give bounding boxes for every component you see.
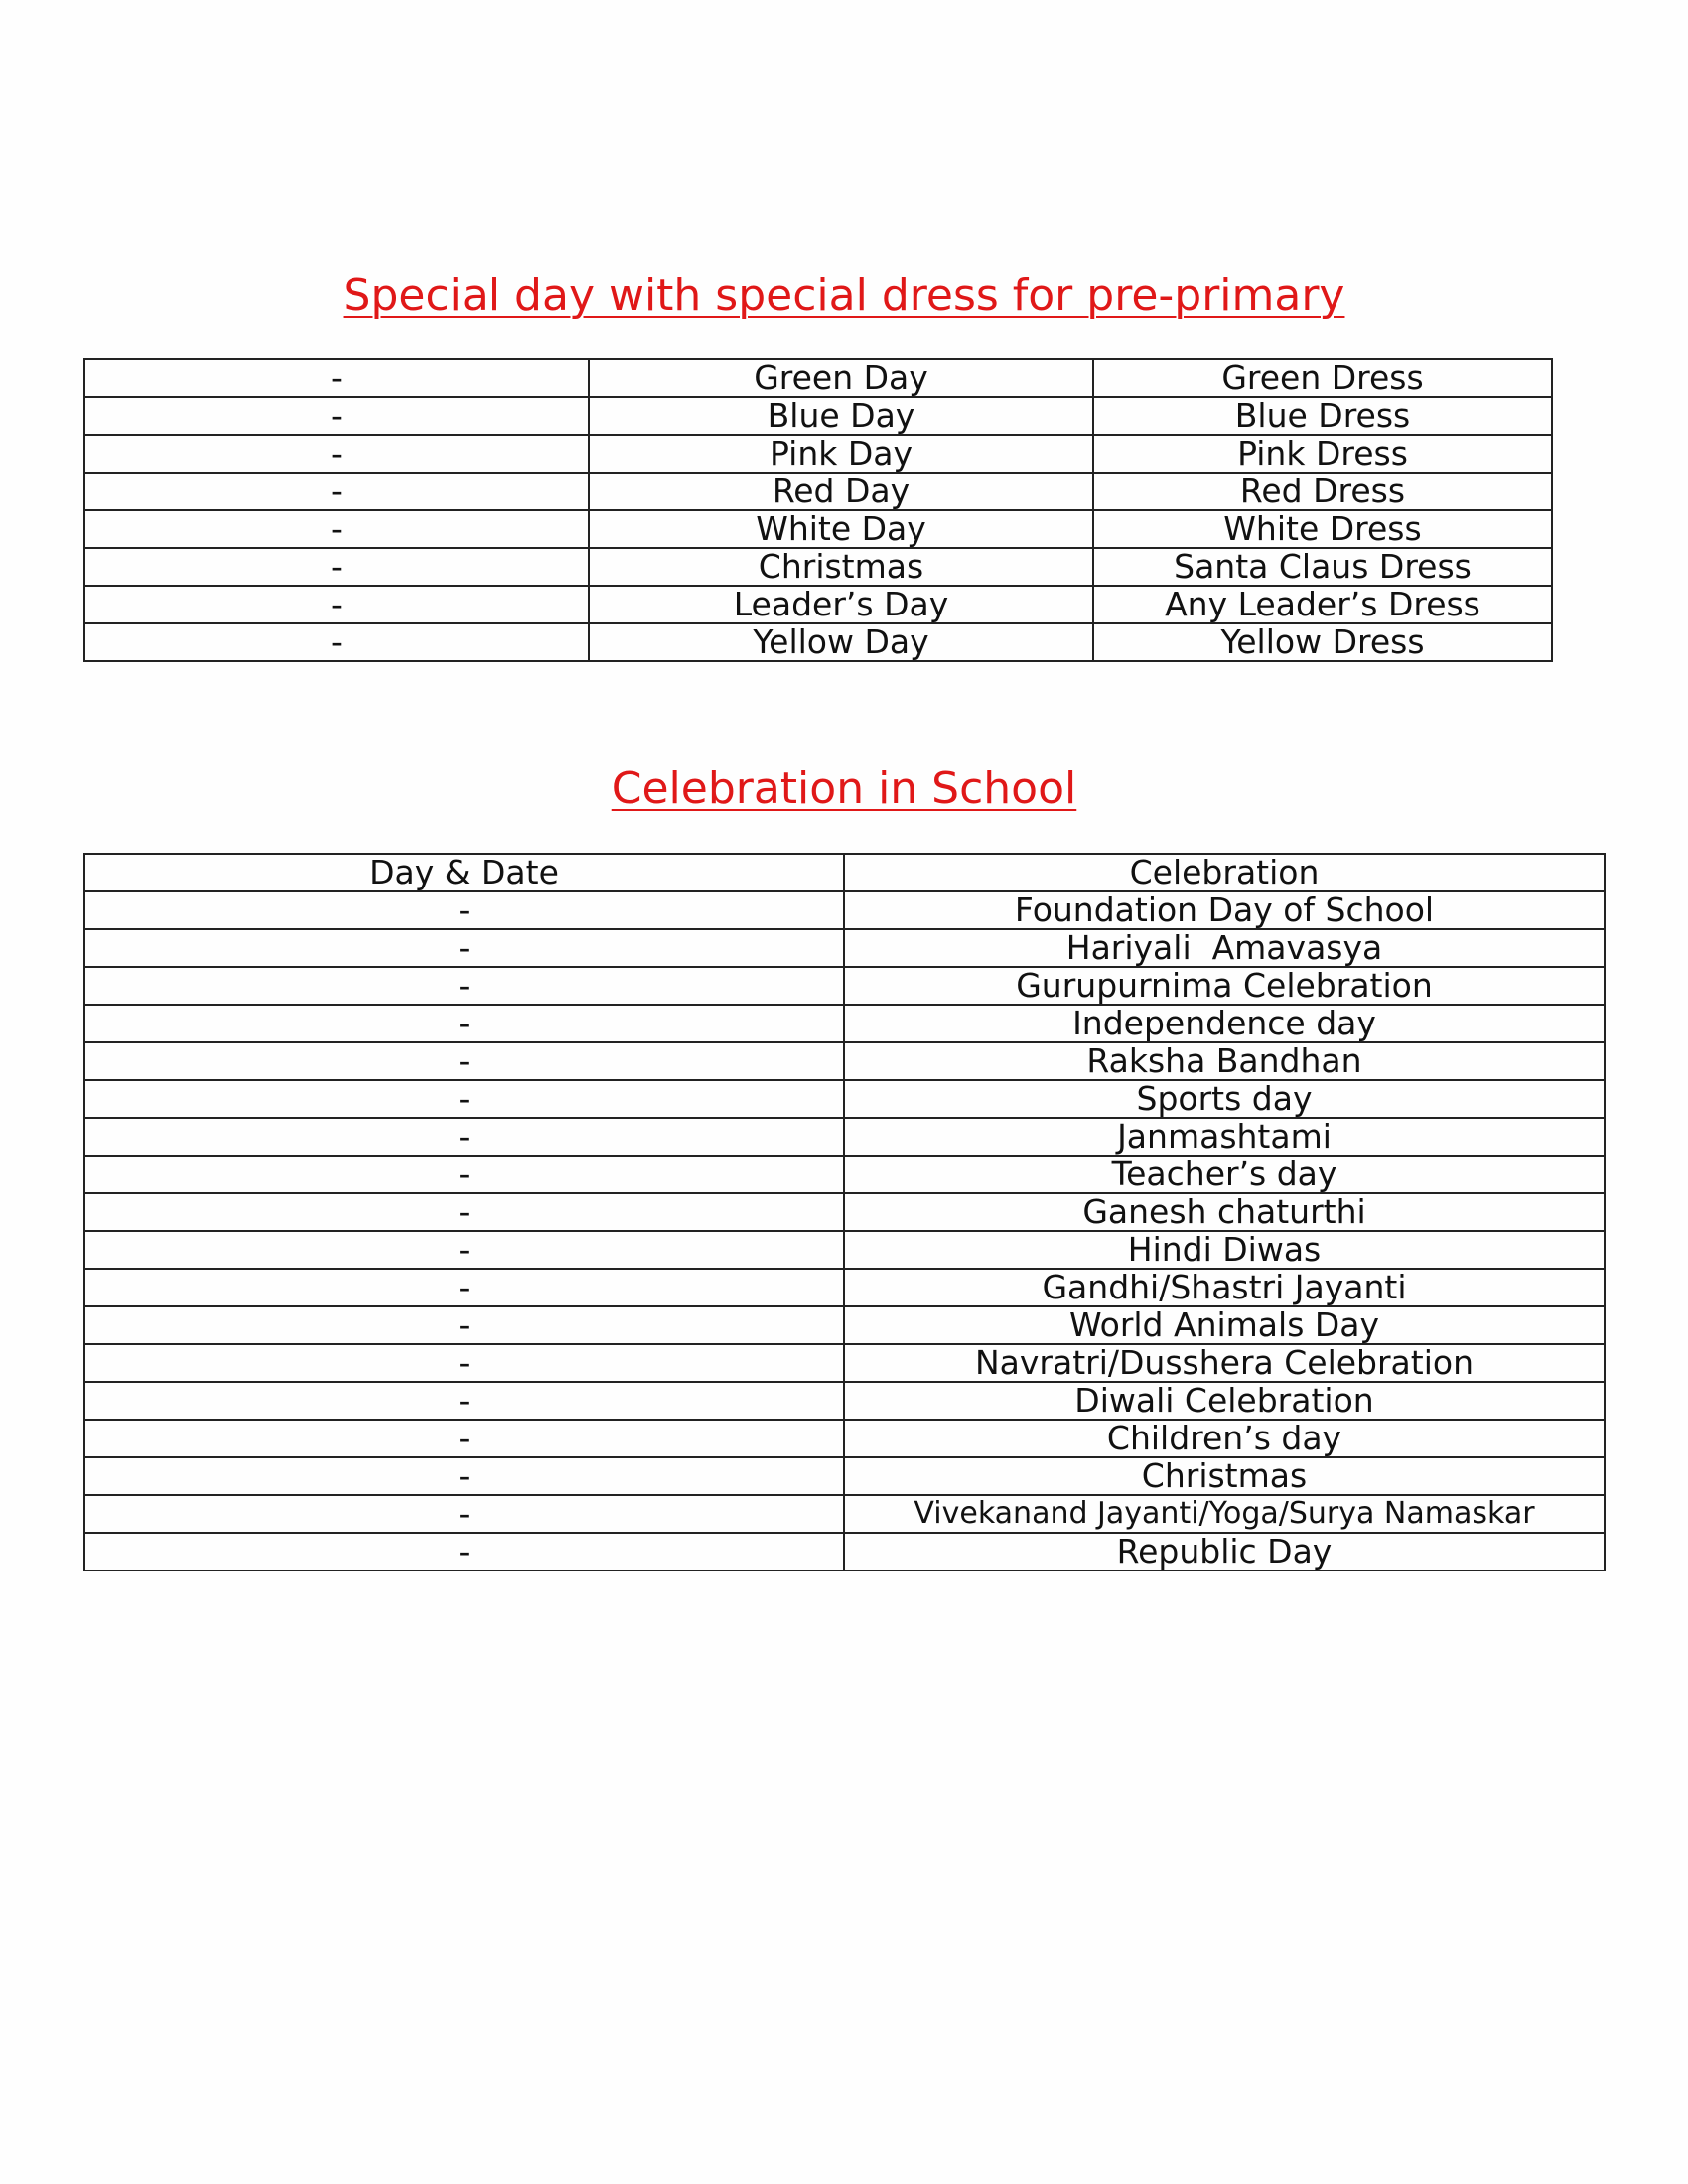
celebration-cell: World Animals Day xyxy=(844,1306,1605,1344)
date-cell: - xyxy=(84,1080,844,1118)
day-cell: White Day xyxy=(589,510,1093,548)
header-celebration: Celebration xyxy=(844,854,1605,891)
celebration-cell: Independence day xyxy=(844,1005,1605,1042)
day-cell: Christmas xyxy=(589,548,1093,586)
table-row xyxy=(84,1457,1605,1495)
celebration-cell: Christmas xyxy=(844,1457,1605,1495)
celebration-section-title: Celebration in School xyxy=(611,763,1077,814)
special-dress-table xyxy=(83,358,1553,662)
celebration-cell: Janmashtami xyxy=(844,1118,1605,1156)
table-row xyxy=(84,1118,1605,1156)
date-cell: - xyxy=(84,397,589,435)
celebration-cell: Diwali Celebration xyxy=(844,1382,1605,1420)
date-cell: - xyxy=(84,623,589,661)
celebration-cell: Hindi Diwas xyxy=(844,1231,1605,1269)
date-cell: - xyxy=(84,1231,844,1269)
date-cell: - xyxy=(84,1382,844,1420)
celebration-cell: Teacher’s day xyxy=(844,1156,1605,1193)
date-cell: - xyxy=(84,548,589,586)
date-cell: - xyxy=(84,1042,844,1080)
celebration-cell: Foundation Day of School xyxy=(844,891,1605,929)
table-row xyxy=(84,1382,1605,1420)
date-cell: - xyxy=(84,435,589,473)
table-row xyxy=(84,891,1605,929)
day-cell: Pink Day xyxy=(589,435,1093,473)
dress-cell: Blue Dress xyxy=(1093,397,1552,435)
table-row xyxy=(84,1231,1605,1269)
table-row xyxy=(84,1269,1605,1306)
dress-cell: Green Dress xyxy=(1093,359,1552,397)
day-cell: Red Day xyxy=(589,473,1093,510)
table-row xyxy=(84,1533,1605,1570)
date-cell: - xyxy=(84,967,844,1005)
celebration-cell: Children’s day xyxy=(844,1420,1605,1457)
date-cell: - xyxy=(84,473,589,510)
celebration-cell: Raksha Bandhan xyxy=(844,1042,1605,1080)
date-cell: - xyxy=(84,1533,844,1570)
dress-cell: Santa Claus Dress xyxy=(1093,548,1552,586)
date-cell: - xyxy=(84,1495,844,1533)
table-row xyxy=(84,1042,1605,1080)
table-row xyxy=(84,1306,1605,1344)
table-row xyxy=(84,359,1552,397)
day-cell: Yellow Day xyxy=(589,623,1093,661)
table-row xyxy=(84,586,1552,623)
day-cell: Blue Day xyxy=(589,397,1093,435)
table-row xyxy=(84,510,1552,548)
celebration-cell: Republic Day xyxy=(844,1533,1605,1570)
date-cell: - xyxy=(84,359,589,397)
celebration-cell: Hariyali Amavasya xyxy=(844,929,1605,967)
day-cell: Green Day xyxy=(589,359,1093,397)
celebration-cell: Gandhi/Shastri Jayanti xyxy=(844,1269,1605,1306)
table-row xyxy=(84,967,1605,1005)
dress-section-title: Special day with special dress for pre-primary xyxy=(343,270,1345,321)
date-cell: - xyxy=(84,586,589,623)
celebration-cell: Navratri/Dusshera Celebration xyxy=(844,1344,1605,1382)
table-row xyxy=(84,1420,1605,1457)
table-row xyxy=(84,435,1552,473)
date-cell: - xyxy=(84,1118,844,1156)
celebration-cell: Ganesh chaturthi xyxy=(844,1193,1605,1231)
date-cell: - xyxy=(84,891,844,929)
table-row xyxy=(84,397,1552,435)
table-row xyxy=(84,1156,1605,1193)
date-cell: - xyxy=(84,1306,844,1344)
table-row xyxy=(84,548,1552,586)
header-day-date: Day & Date xyxy=(84,854,844,891)
date-cell: - xyxy=(84,1156,844,1193)
date-cell: - xyxy=(84,1344,844,1382)
table-header-row xyxy=(84,854,1605,891)
date-cell: - xyxy=(84,1005,844,1042)
dress-cell: Red Dress xyxy=(1093,473,1552,510)
celebration-cell: Vivekanand Jayanti/Yoga/Surya Namaskar xyxy=(844,1495,1605,1533)
day-cell: Leader’s Day xyxy=(589,586,1093,623)
table-row xyxy=(84,1193,1605,1231)
celebration-table xyxy=(83,853,1606,1571)
table-row xyxy=(84,1495,1605,1533)
table-row xyxy=(84,1080,1605,1118)
dress-cell: White Dress xyxy=(1093,510,1552,548)
dress-cell: Yellow Dress xyxy=(1093,623,1552,661)
date-cell: - xyxy=(84,1269,844,1306)
date-cell: - xyxy=(84,1420,844,1457)
date-cell: - xyxy=(84,510,589,548)
table-row xyxy=(84,1344,1605,1382)
date-cell: - xyxy=(84,1457,844,1495)
table-row xyxy=(84,1005,1605,1042)
table-row xyxy=(84,623,1552,661)
dress-cell: Any Leader’s Dress xyxy=(1093,586,1552,623)
celebration-cell: Sports day xyxy=(844,1080,1605,1118)
table-row xyxy=(84,929,1605,967)
celebration-cell: Gurupurnima Celebration xyxy=(844,967,1605,1005)
date-cell: - xyxy=(84,929,844,967)
dress-cell: Pink Dress xyxy=(1093,435,1552,473)
table-row xyxy=(84,473,1552,510)
date-cell: - xyxy=(84,1193,844,1231)
